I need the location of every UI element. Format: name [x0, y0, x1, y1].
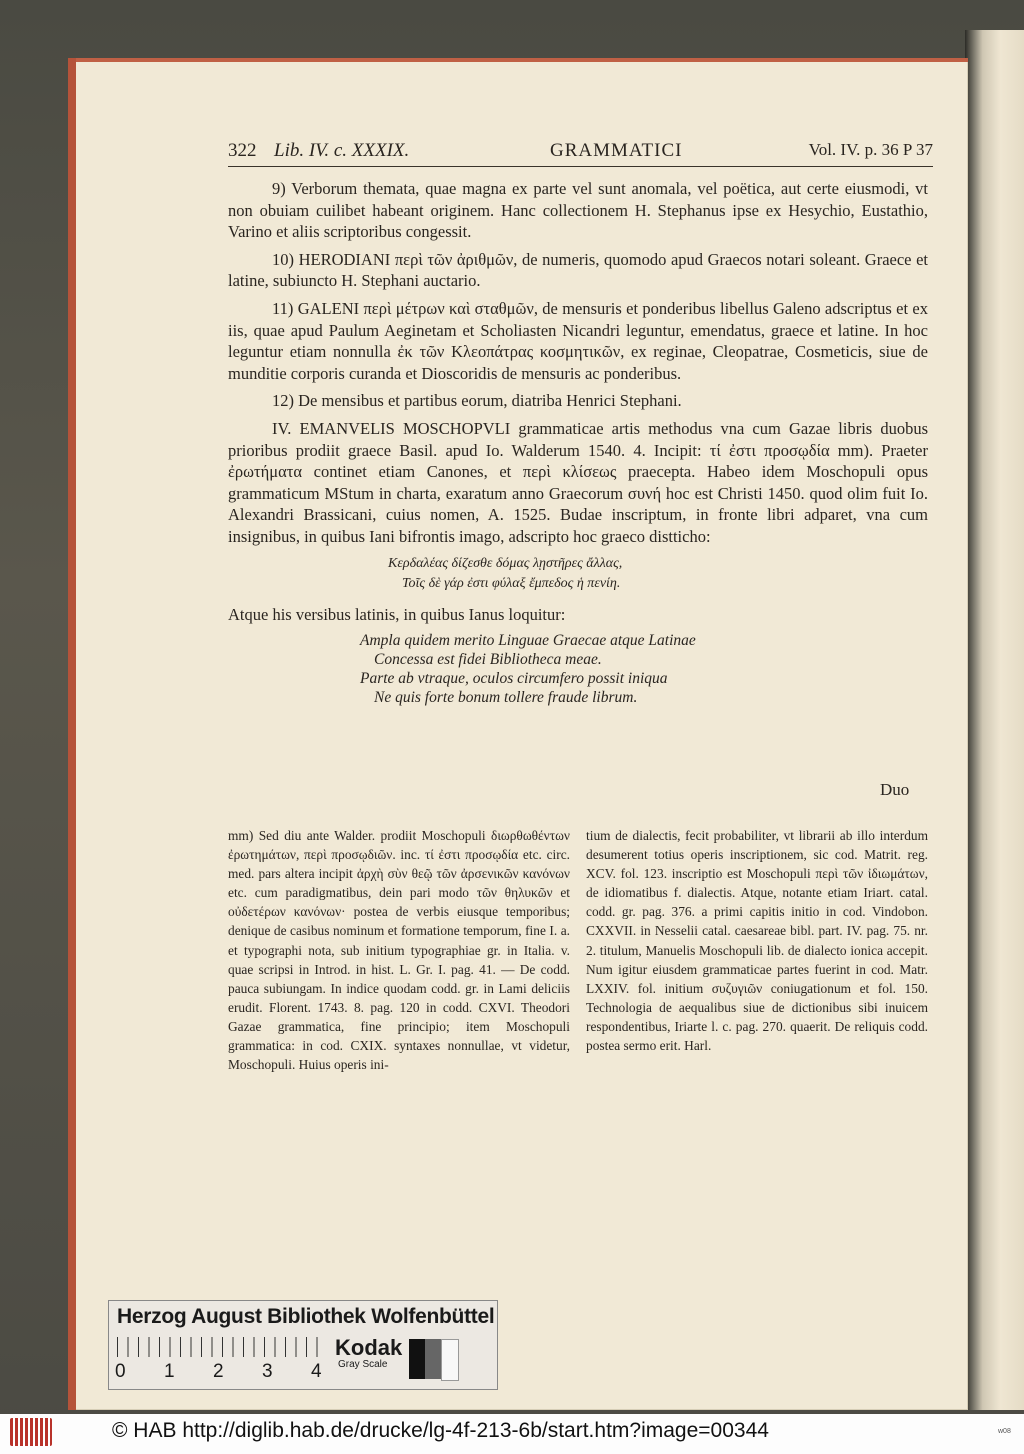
ruler-number: 0 [115, 1361, 126, 1382]
footnote-text-left: mm) Sed diu ante Walder. prodiit Moschopuli διωρθωθέντων ἐρωτημάτων, περὶ προσῳδιῶν. inc. τί ἐστι προσῳδία etc. circ. med. pars altera incipit ἀρχὴ σὺν θεῷ τῶν ἀρσενικῶν κανόνων etc. cum paradigmatibus, dein pari modo τῶν θηλυκῶν et οὐδετέρων κανόνων· postea de verbis eiusque temporibus; denique de casibus nominum et formatione temporum, fine I. a. et typographi nota, sub initium typographiae gr. in Italia. v. quae scripsi in Introd. in hist. L. Gr. I. pag. 41. — De codd. pauca subiungam. In indice quodam codd. gr. in Lami deliciis erudit. Florent. 1743. 8. pag. 120 in codd. CXVI. Theodori Gazae grammatica, fine principio; item Moschopuli grammatica: in cod. CXIX. syntaxes nonnullae, vt videtur, Moschopuli. Huius operis ini- [228, 828, 570, 1073]
catchword: Duo [880, 780, 910, 799]
gray-swatch-white [441, 1339, 459, 1381]
greek-verse-line: Τοῖς δὲ γάρ ἐστι φύλαξ ἔμπεδος ἡ πενίη. [402, 575, 621, 591]
footnote-column-left [228, 826, 570, 1074]
hab-logo-icon [10, 1418, 52, 1446]
ruler-number: 4 [311, 1361, 322, 1382]
paragraph-item-9: 9) Verborum themata, quae magna ex parte vel sunt anomala, vel poëtica, aut certe eiusmodi, vt non obuiam cuilibet habeant originem. Hanc collectionem H. Stephanus ipse ex Hesychio, Eustathio, Varino et aliis scriptoribus congessit. [228, 179, 928, 242]
paragraph-item-10: 10) HERODIANI περὶ τῶν ἀριθμῶν, de numeris, quomodo apud Graecos notari soleant. Graece et latine, subiuncto H. Stephani auctario. [228, 249, 928, 291]
running-title: GRAMMATICI [550, 140, 683, 161]
running-header [228, 140, 933, 166]
gray-swatch-black [409, 1339, 425, 1379]
main-text [228, 178, 928, 713]
latin-verses [360, 631, 928, 707]
paragraph-atque: Atque his versibus latinis, in quibus Ianus loquitur: [228, 604, 566, 624]
scan-color-tag [108, 1300, 498, 1390]
page-number: 322 [228, 140, 257, 161]
ruler-number: 1 [164, 1361, 175, 1382]
latin-verse-line: Parte ab vtraque, oculos circumfero possit iniqua [360, 670, 668, 688]
header-rule [228, 166, 933, 167]
kodak-logo: Kodak [335, 1335, 403, 1360]
paragraph-item-11: 11) GALENI περὶ μέτρων καὶ σταθμῶν, de mensuris et ponderibus libellus Galeno adscriptus et ex iis, quae apud Paulum Aeginetam et Scholiasten Nicandri leguntur, emendatus, graece et latine. In hoc leguntur etiam nonnulla ἐκ τῶν Κλεοπάτρας κοσμητικῶν, ex reginae, Cleopatrae, Cosmeticis, siue de munditie corporis curanda et Dioscoridis de mensuris ac ponderibus. [228, 298, 928, 383]
latin-verse-line: Ne quis forte bonum tollere fraude librum. [374, 689, 638, 707]
library-name: Herzog August Bibliothek Wolfenbüttel [117, 1305, 495, 1328]
footnote-column-right [586, 826, 928, 1055]
section-reference: Lib. IV. c. XXXIX. [274, 140, 410, 161]
gray-swatch-mid [425, 1339, 441, 1379]
ruler-number: 2 [213, 1361, 224, 1382]
volume-reference: Vol. IV. p. 36 P 37 [808, 140, 933, 159]
paragraph-item-iv: IV. EMANVELIS MOSCHOPVLI grammaticae artis methodus vna cum Gazae libris duobus prioribus prodiit graece Basil. apud Io. Walderum 1540. 4. Incipit: τί ἐστι προσῳδία mm). Praeter ἐρωτήματα continet etiam Canones, et περὶ κλίσεως praecepta. Habeo idem Moschopuli opus grammaticum MStum in charta, exaratum anno Graecorum συνή hoc est Christi 1450. quod olim fuit Io. Alexandri Brassicani, cuius nomen, A. 1525. Budae inscriptum, in fronte libri adparet, vna cum insignibus, in quibus Iani bifrontis imago, adscripto hoc graeco distticho: [228, 418, 928, 546]
greek-distich [388, 554, 928, 594]
footnote-text-right: tium de dialectis, fecit probabiliter, vt librarii ab illo interdum desumerent totius operis inscriptionem, sic cod. Matrit. reg. XCV. fol. 123. inscriptio est Moschopuli περὶ τῶν ἰδιωμάτων, de idiomatibus f. dialectis. Atque, notante etiam Iriart. catal. codd. gr. pag. 376. a primi capitis initio in cod. Vindobon. CXXVII. in Nesselii catal. caesareae bibl. part. IV. pag. 75. nr. 2. titulum, Manuelis Moschopuli lib. de dialecto ionica accepit. Num igitur eiusdem grammaticae partes fuerint in cod. Matr. LXXIV. fol. initium συζυγιῶν coniugationum et fol. 150. Technologia de aequalibus siue de dictionibus sibi inuicem respondentibus, Iriarte l. c. pag. 270. quaerit. De reliquis codd. postea sermo erit. Harl. [586, 828, 928, 1054]
corner-label: w08 [998, 1428, 1011, 1435]
adjacent-page-edge [965, 30, 1024, 1410]
paragraph-item-12: 12) De mensibus et partibus eorum, diatriba Henrici Stephani. [272, 391, 682, 411]
page-left-edge [68, 58, 76, 1410]
page-top-edge [68, 58, 968, 62]
latin-verse-line: Ampla quidem merito Linguae Graecae atque Latinae [360, 632, 696, 650]
greek-verse-line: Κερδαλέας δίζεσθε δόμας λῃστῆρες ἄλλας, [388, 555, 623, 571]
ruler-number: 3 [262, 1361, 273, 1382]
gray-scale-label: Gray Scale [338, 1359, 388, 1370]
copyright-link[interactable]: © HAB http://diglib.hab.de/drucke/lg-4f-213-6b/start.htm?image=00344 [112, 1419, 769, 1442]
scale-ruler [117, 1337, 327, 1357]
latin-verse-line: Concessa est fidei Bibliotheca meae. [374, 651, 602, 669]
